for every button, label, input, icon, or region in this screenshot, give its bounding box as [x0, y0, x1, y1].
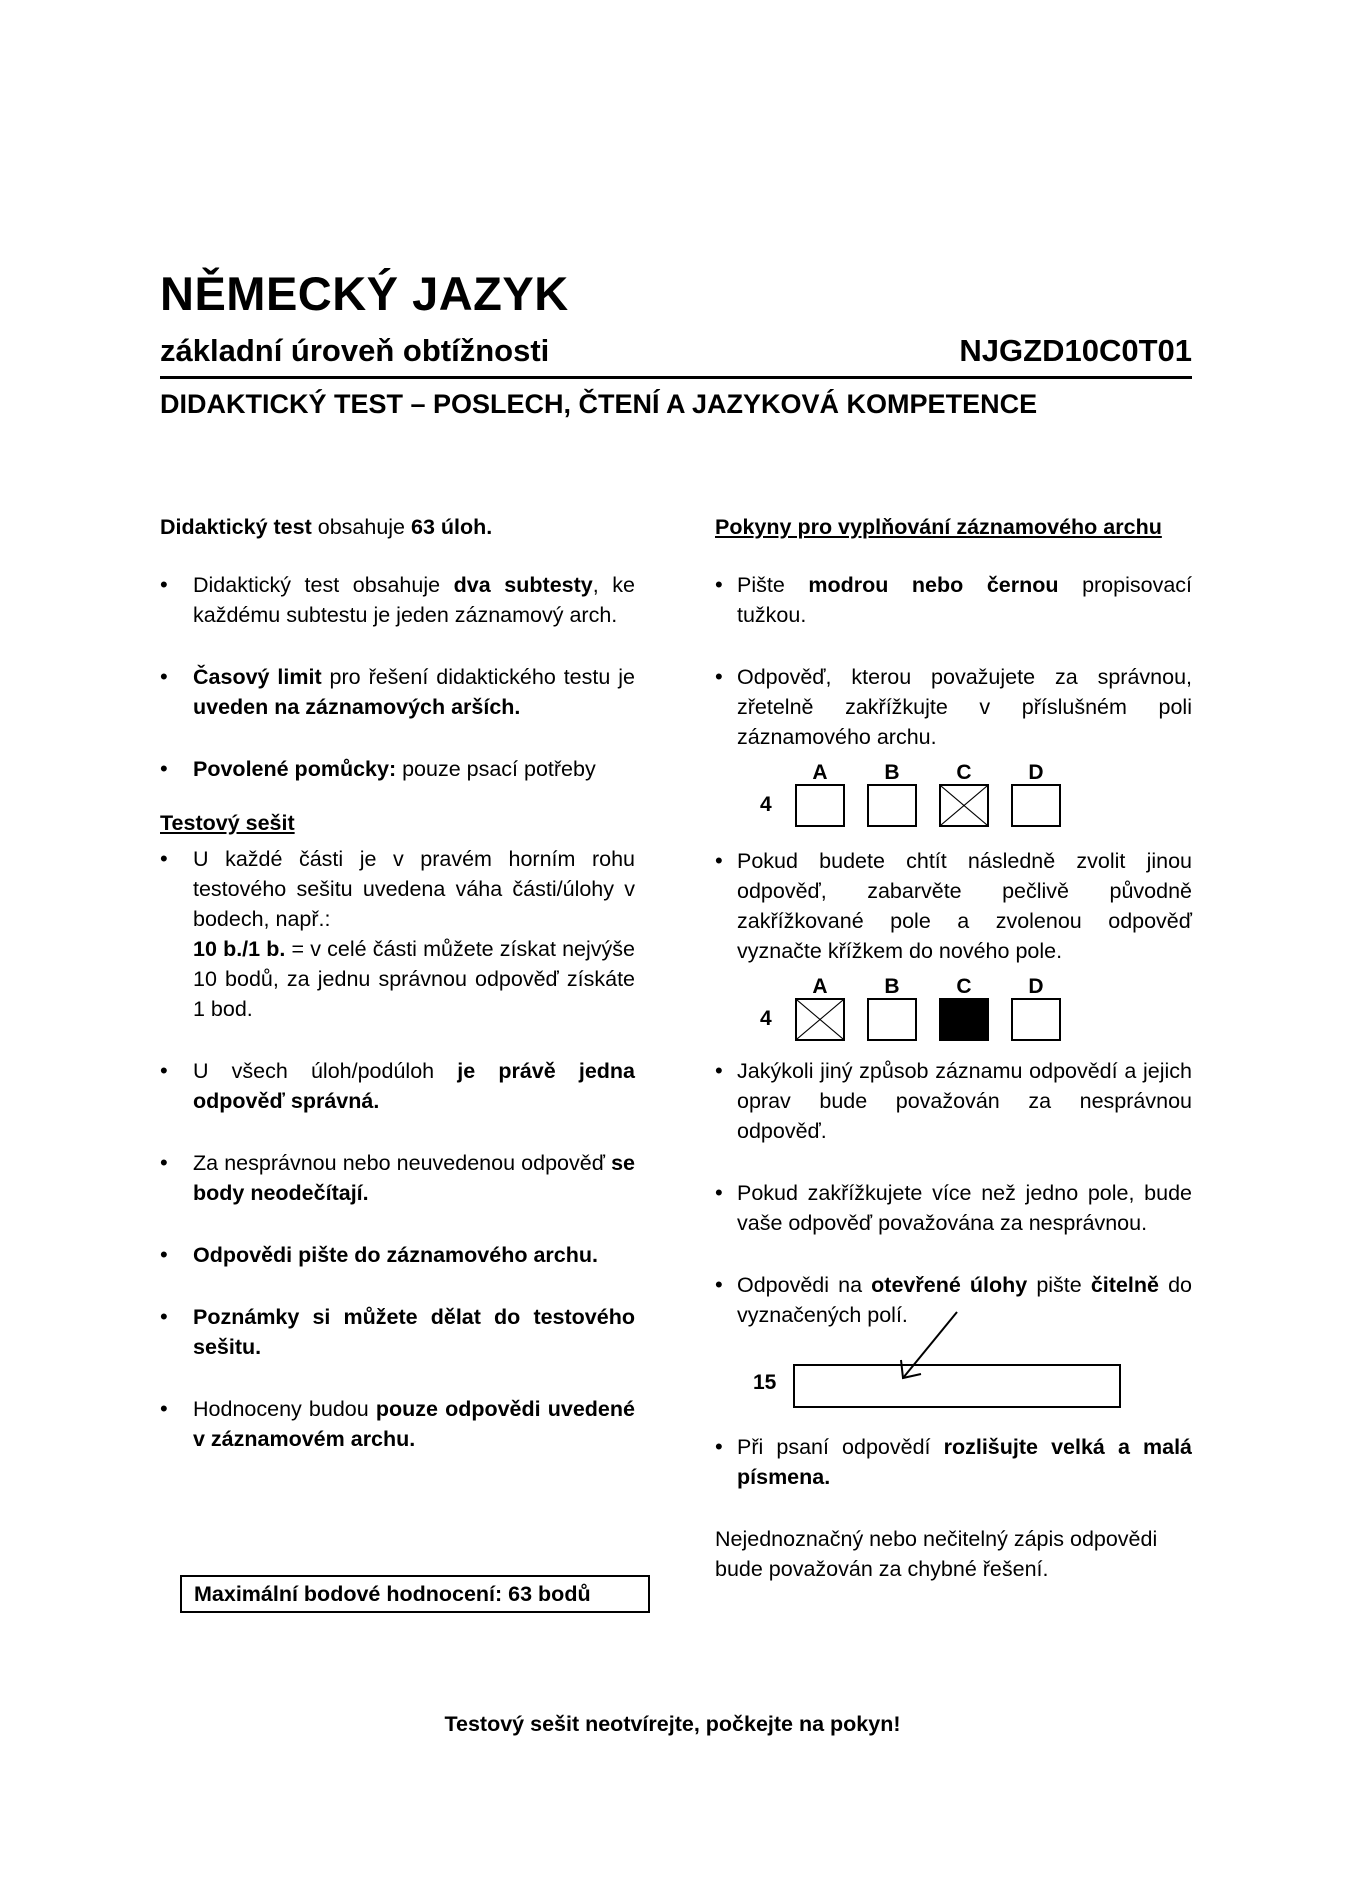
- max-score-box: Maximální bodové hodnocení: 63 bodů: [180, 1575, 650, 1613]
- answer-sheet-instructions: [715, 570, 1192, 752]
- list-item: • Jakýkoli jiný způsob záznamu odpovědí a jejich oprav bude považován za nesprávnou odpověď.: [715, 1056, 1192, 1146]
- list-item: • Při psaní odpovědí rozlišujte velká a malá písmena.: [715, 1432, 1192, 1492]
- answer-box-d: [1011, 998, 1061, 1041]
- test-name: DIDAKTICKÝ TEST – POSLECH, ČTENÍ A JAZYKOVÁ KOMPETENCE: [160, 389, 1038, 419]
- answer-box-a-crossed: [795, 998, 845, 1041]
- list-item: • Časový limit pro řešení didaktického testu je uveden na záznamových arších.: [160, 662, 635, 722]
- answer-box-c-crossed: [939, 784, 989, 827]
- section-heading: Testový sešit: [160, 811, 295, 835]
- header-divider: [160, 376, 1192, 379]
- example-answer-corrected: 4 A B C D: [715, 972, 1192, 1042]
- general-instructions-list: [160, 570, 635, 784]
- list-item: • Odpovědi pište do záznamového archu.: [160, 1240, 635, 1270]
- list-item: • U každé části je v pravém horním rohu testového sešitu uvedena váha části/úlohy v bodech, např.: 10 b./1 b. = v celé části můžete získat nejvýše 10 bodů, za jednu správnou odpověď získáte 1 bod.: [160, 844, 635, 1024]
- example-open-answer: [715, 1330, 1192, 1410]
- answer-sheet-instructions-2: [715, 846, 1192, 966]
- list-item: • Pište modrou nebo černou propisovací tužkou.: [715, 570, 1192, 630]
- example-number: 4: [760, 793, 772, 816]
- footer-instruction: Testový sešit neotvírejte, počkejte na pokyn!: [444, 1712, 901, 1736]
- list-item: • Pokud budete chtít následně zvolit jinou odpověď, zabarvěte pečlivě původně zakřížkované pole a zvolenou odpověď vyznačte křížkem do nového pole.: [715, 846, 1192, 966]
- answer-box-b: [867, 998, 917, 1041]
- example-answer-crossed: 4 A B C D: [715, 758, 1192, 828]
- list-item: • Odpovědi na otevřené úlohy pište čitelně do vyznačených polí.: [715, 1270, 1192, 1330]
- answer-sheet-instructions-3: [715, 1056, 1192, 1330]
- answer-box-c-filled: [939, 998, 989, 1041]
- arrow-icon: [895, 1310, 965, 1390]
- list-item: • Didaktický test obsahuje dva subtesty, ke každému subtestu je jeden záznamový arch.: [160, 570, 635, 630]
- answer-box-b: [867, 784, 917, 827]
- right-column: [715, 512, 1192, 1584]
- answer-box-d: [1011, 784, 1061, 827]
- page-title: NĚMECKÝ JAZYK: [160, 267, 569, 320]
- left-column: [160, 512, 635, 1454]
- test-code: NJGZD10C0T01: [959, 333, 1192, 368]
- instructions-heading: Pokyny pro vyplňování záznamového archu: [715, 515, 1162, 539]
- list-item: • Pokud zakřížkujete více než jedno pole, bude vaše odpověď považována za nesprávnou.: [715, 1178, 1192, 1238]
- list-item: • Poznámky si můžete dělat do testového sešitu.: [160, 1302, 635, 1362]
- answer-box-a: [795, 784, 845, 827]
- cross-mark-icon: [797, 1000, 843, 1039]
- cross-mark-icon: [941, 786, 987, 825]
- list-item: • Odpověď, kterou považujete za správnou, zřetelně zakřížkujte v příslušném poli záznamového archu.: [715, 662, 1192, 752]
- list-item: • U všech úloh/podúloh je právě jedna odpověď správná.: [160, 1056, 635, 1116]
- example-number: 4: [760, 1007, 772, 1030]
- ambiguity-note: Nejednoznačný nebo nečitelný zápis odpovědi bude považován za chybné řešení.: [715, 1527, 1158, 1581]
- answer-sheet-instructions-4: [715, 1432, 1192, 1492]
- difficulty-subtitle: základní úroveň obtížnosti: [160, 333, 550, 368]
- list-item: • Hodnoceny budou pouze odpovědi uvedené v záznamovém archu.: [160, 1394, 635, 1454]
- intro-line: Didaktický test obsahuje 63 úloh.: [160, 515, 493, 539]
- list-item: • Povolené pomůcky: pouze psací potřeby: [160, 754, 635, 784]
- test-booklet-list: [160, 844, 635, 1454]
- example-number: 15: [753, 1371, 777, 1394]
- list-item: • Za nesprávnou nebo neuvedenou odpověď se body neodečítají.: [160, 1148, 635, 1208]
